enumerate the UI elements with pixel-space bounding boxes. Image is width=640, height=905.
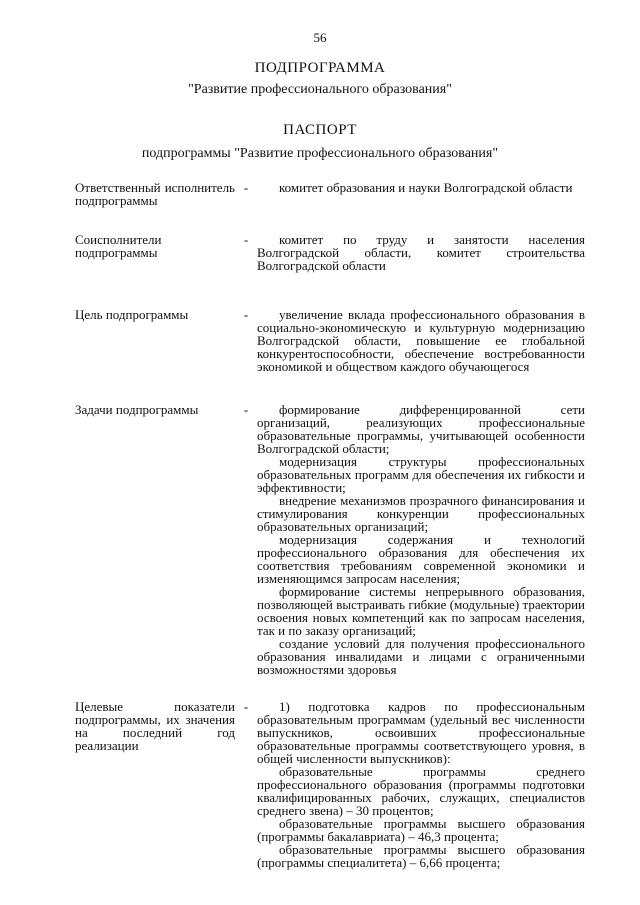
passport-row [75, 700, 585, 869]
page-number: 56 [313, 30, 327, 45]
value-paragraph: внедрение механизмов прозрачного финансирования и стимулирования конкуренции профессиональных образовательных организаций; [257, 493, 585, 534]
passport-row-value [257, 308, 585, 373]
value-paragraph: образовательные программы среднего профессионального образования (программы подготовки квалифицированных рабочих, служащих, специалистов среднего звена) – 30 процентов; [257, 764, 585, 818]
passport-row [75, 403, 585, 676]
value-paragraph: комитет образования и науки Волгоградской области [279, 180, 573, 195]
dash-separator: - [243, 699, 249, 714]
passport-subtitle: подпрограммы "Развитие профессионального образования" [141, 146, 499, 161]
dash-separator: - [243, 232, 249, 247]
passport-row-label: Целевые показатели подпрограммы, их значения на последний год реализации [75, 699, 235, 753]
passport-row-value [257, 181, 585, 207]
dash-separator: - [243, 180, 249, 195]
value-paragraph: увеличение вклада профессионального образования в социально-экономическую и культурную модернизацию Волгоградской области, повышение ее глобальной конкурентоспособности, обеспечение востребованности экономикой и обществом каждого обучающегося [257, 307, 585, 374]
value-paragraph: модернизация содержания и технологий профессионального образования для обеспечения их соответствия требованиям современной экономики и изменяющимся запросам населения; [257, 532, 585, 586]
passport-table [75, 181, 585, 869]
value-paragraph: образовательные программы высшего образования (программы бакалавриата) – 46,3 процента; [257, 816, 585, 844]
dash-separator: - [243, 307, 249, 322]
passport-row [75, 181, 585, 207]
passport-row-value [257, 233, 585, 272]
passport-row [75, 233, 585, 272]
passport-row-label: Соисполнители подпрограммы [75, 232, 162, 260]
value-paragraph: создание условий для получения профессионального образования инвалидами и лицами с ограниченными возможностями здоровья [257, 636, 585, 677]
value-paragraph: формирование дифференцированной сети организаций, реализующих профессиональные образовательные программы, учитывающей особенности Волгоградской области; [257, 402, 585, 456]
dash-separator: - [243, 402, 249, 417]
value-paragraph: образовательные программы высшего образования (программы специалитета) – 6,66 процента; [257, 842, 585, 870]
subprogram-heading: ПОДПРОГРАММА [254, 60, 386, 76]
value-paragraph: формирование системы непрерывного образования, позволяющей выстраивать гибкие (модульные) траектории освоения новых компетенций как по запросам населения, так и по заказу организаций; [257, 584, 585, 638]
value-paragraph: 1) подготовка кадров по профессиональным образовательным программам (удельный вес численности выпускников, освоивших профессиональные образовательные программы соответствующего уровня, в общей численности выпускников): [257, 699, 585, 766]
passport-row-label: Задачи подпрограммы [75, 402, 199, 417]
value-paragraph: комитет по труду и занятости населения Волгоградской области, комитет строительства Волгоградской области [257, 232, 585, 273]
passport-row-label: Ответственный исполнитель подпрограммы [75, 180, 235, 208]
subprogram-title: "Развитие профессионального образования" [188, 82, 452, 97]
passport-row-value [257, 700, 585, 869]
passport-row [75, 308, 585, 373]
passport-heading: ПАСПОРТ [283, 122, 357, 138]
passport-row-label: Цель подпрограммы [75, 307, 189, 322]
passport-row-value [257, 403, 585, 676]
value-paragraph: модернизация структуры профессиональных образовательных программ для обеспечения их гибкости и эффективности; [257, 454, 585, 495]
